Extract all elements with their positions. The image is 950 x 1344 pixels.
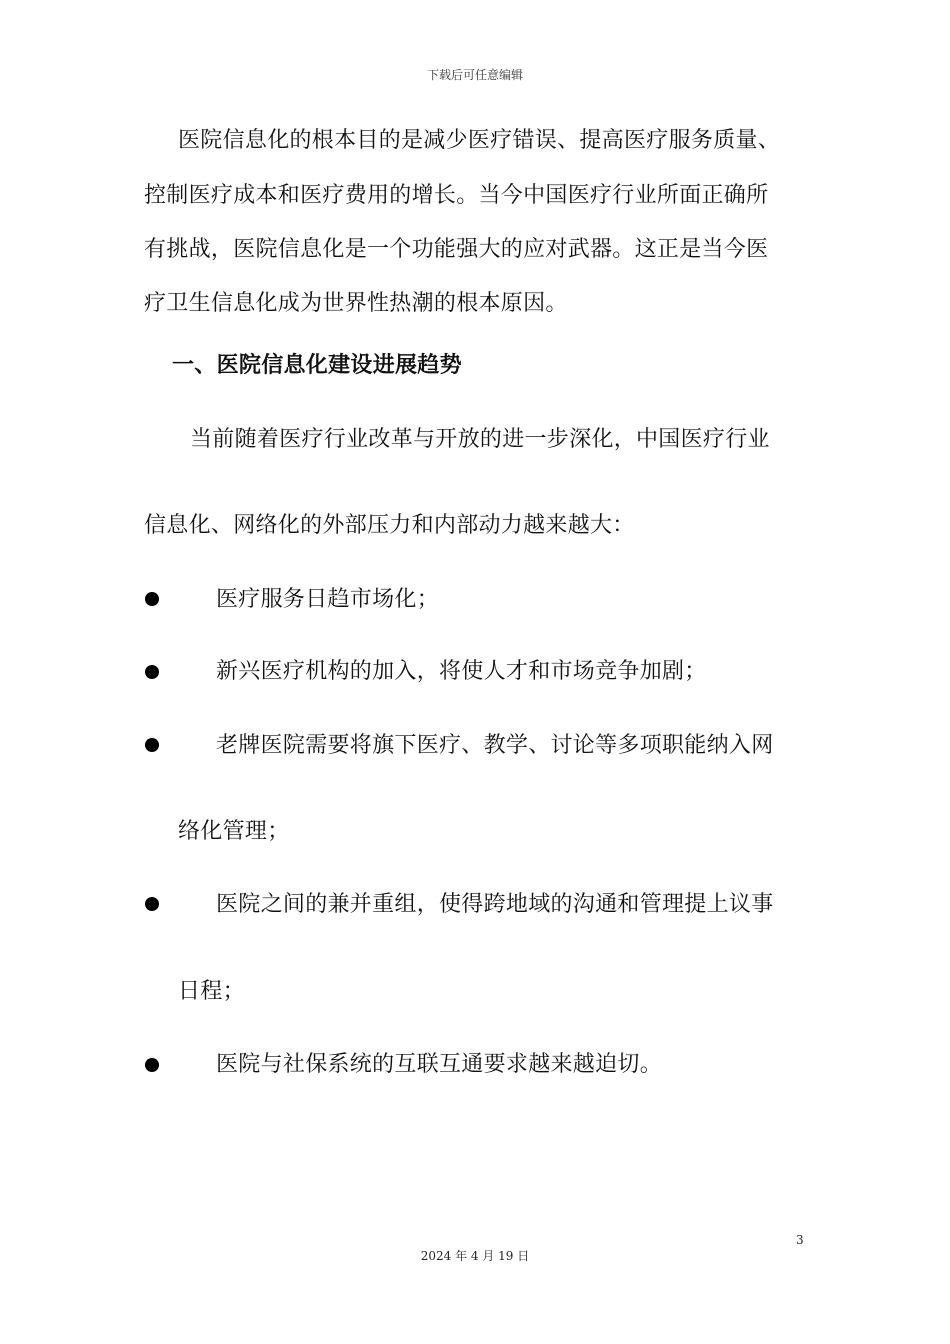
paragraph-line: 控制医疗成本和医疗费用的增长。当今中国医疗行业所面正确所	[144, 183, 769, 208]
page-number: 3	[796, 1233, 804, 1247]
paragraph-line: 有挑战，医院信息化是一个功能强大的应对武器。这正是当今医	[144, 237, 769, 262]
list-item: 医院与社保系统的互联互通要求越来越迫切。	[216, 1052, 663, 1077]
bullet-dot	[145, 738, 159, 752]
paragraph-line: 信息化、网络化的外部压力和内部动力越来越大：	[144, 513, 635, 538]
footer-date: 2024 年 4 月 19 日	[420, 1249, 530, 1263]
bullet-dot	[145, 897, 159, 911]
list-item: 老牌医院需要将旗下医疗、教学、讨论等多项职能纳入网	[216, 733, 774, 758]
list-item-continuation: 日程；	[178, 979, 245, 1004]
bullet-dot	[145, 592, 159, 606]
section-heading: 一、医院信息化建设进展趋势	[172, 353, 462, 378]
bullet-dot	[145, 1058, 159, 1072]
page-header: 下载后可任意编辑	[426, 68, 523, 82]
paragraph-line: 疗卫生信息化成为世界性热潮的根本原因。	[144, 291, 568, 316]
list-item-continuation: 络化管理；	[178, 819, 290, 844]
paragraph-line: 当前随着医疗行业改革与开放的进一步深化，中国医疗行业	[190, 427, 770, 452]
list-item: 新兴医疗机构的加入，将使人才和市场竞争加剧；	[216, 659, 707, 684]
list-item: 医院之间的兼并重组，使得跨地域的沟通和管理提上议事	[216, 892, 774, 917]
paragraph-line: 医院信息化的根本目的是减少医疗错误、提高医疗服务质量、	[178, 128, 781, 153]
list-item: 医疗服务日趋市场化；	[216, 587, 440, 612]
bullet-dot	[145, 665, 159, 679]
